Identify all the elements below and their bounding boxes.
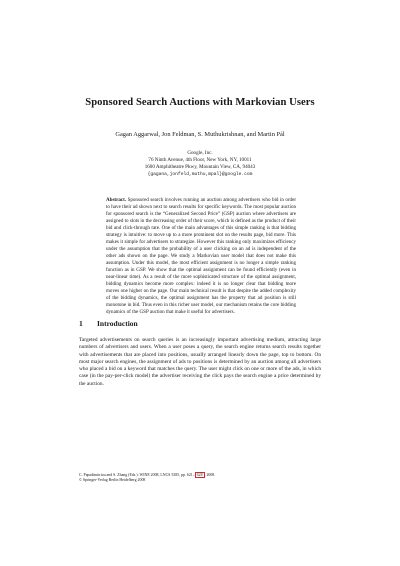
affiliation-address-1: 76 Ninth Avenue, 4th Floor, New York, NY, 10011 [148,157,252,164]
citation-text: C. Papadimitriou and S. Zhang (Eds.): WINE 2008, LNCS 5385, pp. 621– [79,473,195,477]
copyright-line: © Springer-Verlag Berlin Heidelberg 2008 [79,478,146,483]
abstract [106,197,296,316]
paper-title: Sponsored Search Auctions with Markovian Users [85,97,315,108]
affiliation-org: Google, Inc. [187,150,213,156]
section-number: 1 [79,319,83,328]
affiliation-address-2: 1600 Amphitheatre Pkwy, Mountain View, CA, 94043 [144,164,256,171]
affiliation-block [60,150,340,178]
section-heading [79,319,319,329]
citation-year: , 2008. [204,473,216,477]
introduction-paragraph: Targeted advertisements on search queries is an increasingly important advertising medium, attracting large numbers of advertisers and users. When a user poses a query, the search engine returns search results together with advertisements that are placed into positions, usually arranged linearly down the page, top to bottom. On most major search engines, the assignment of ads to positions is determined by an auction among all advertisers who placed a bid on a keyword that matches the query. The user might click on one or more of the ads, in which case (in the pay-per-click model) the advertiser receiving the click pays the search engine a price determined by the auction. [79,337,321,387]
footer-citation [79,472,321,483]
page-range-link[interactable]: 628 [196,473,203,477]
author-emails: {gagana,jonfeld,muthu,mpal}@google.com [147,172,253,178]
section-title: Introduction [97,319,138,328]
abstract-label: Abstract. [106,197,127,203]
abstract-text: Sponsored search involves running an auction among advertisers who bid in order to have their ad shown next to search results for specific keywords. The most popular auction for sponsored search is the “Generalized Second Price” (GSP) auction where advertisers are assigned to slots in the decreasing order of their score, which is defined as the product of their bid and click-through rate. One of the main advantages of this simple ranking is that bidding strategy is intuitive: to move up to a more prominent slot on the results page, bid more. This makes it simple for advertisers to strategize. However this ranking only maximizes efficiency under the assumption that the probability of a user clicking on an ad is independent of the other ads shown on the page. We study a Markovian user model that does not make this assumption. Under this model, the most efficient assignment is no longer a simple ranking function as in GSP. We show that the optimal assignment can be found efficiently (even in near-linear time). As a result of the more sophisticated structure of the optimal assignment, bidding dynamics become more complex: indeed it is no longer clear that bidding more moves one higher on the page. Our main technical result is that despite the added complexity of the bidding dynamics, the optimal assignment has the property that ad position is still monotone in bid. Thus even in this richer user model, our mechanism retains the core bidding dynamics of the GSP auction that make it useful for advertisers. [106,197,297,316]
author-list: Gagan Aggarwal, Jon Feldman, S. Muthukrishnan, and Martin Pál [115,131,285,138]
